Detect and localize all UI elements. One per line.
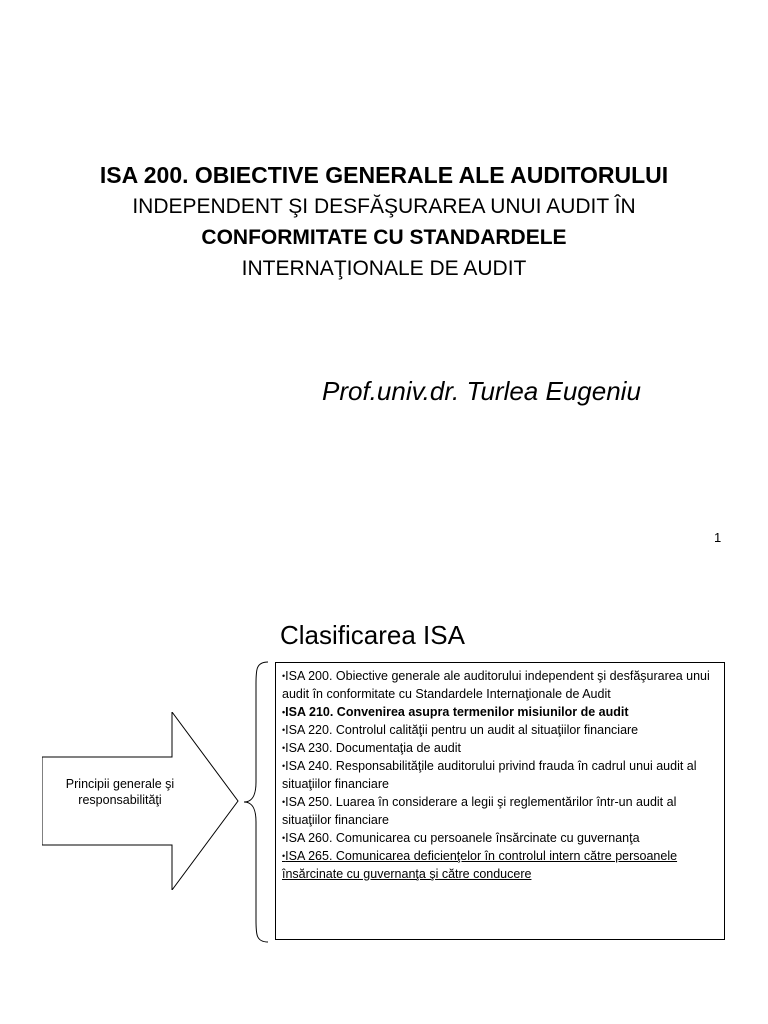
item-text: ISA 200. Obiective generale ale auditorului independent şi desfăşurarea unui audit în conformitate cu Standardele Internaţionale de Audit (282, 669, 710, 701)
item-text: ISA 230. Documentaţia de audit (285, 741, 461, 755)
bullet-icon: • (282, 743, 286, 753)
item-text: ISA 265. Comunicarea deficienţelor în controlul intern către persoanele însărcinate cu guvernanţa şi către conducere (282, 849, 678, 881)
title-line-2: INDEPENDENT ŞI DESFĂŞURAREA UNUI AUDIT ÎN (132, 195, 636, 218)
bullet-icon: • (282, 707, 286, 717)
section-title: Clasificarea ISA (280, 620, 465, 650)
list-item (282, 847, 718, 883)
item-text: ISA 220. Controlul calităţii pentru un audit al situaţiilor financiare (285, 723, 639, 737)
slide-title (40, 160, 728, 284)
item-text: ISA 240. Responsabilităţile auditorului privind frauda în cadrul unui audit al situaţiilor financiare (282, 759, 697, 791)
list-item (282, 721, 718, 739)
bullet-icon: • (282, 797, 286, 807)
list-item (282, 703, 718, 721)
item-text: ISA 210. Convenirea asupra termenilor misiunilor de audit (285, 705, 629, 719)
arrow-label: Principii generale şi responsabilităţi (65, 777, 175, 807)
author-name: Prof.univ.dr. Turlea Eugeniu (322, 376, 641, 406)
left-brace-icon (244, 660, 270, 944)
title-line-4: INTERNAŢIONALE DE AUDIT (241, 257, 527, 280)
bullet-icon: • (282, 833, 286, 843)
item-text: ISA 250. Luarea în considerare a legii şi reglementărilor într-un audit al situaţiilor financiare (282, 795, 677, 827)
list-item (282, 829, 718, 847)
bullet-icon: • (282, 725, 286, 735)
isa-list (275, 662, 725, 940)
list-item (282, 739, 718, 757)
list-item (282, 793, 718, 829)
list-item (282, 757, 718, 793)
bullet-icon: • (282, 671, 286, 681)
bullet-icon: • (282, 851, 286, 861)
arrow-shape (42, 712, 240, 890)
item-text: ISA 260. Comunicarea cu persoanele însărcinate cu guvernanţa (285, 831, 640, 845)
title-line-1: ISA 200. OBIECTIVE GENERALE ALE AUDITORULUI (99, 162, 669, 188)
bullet-icon: • (282, 761, 286, 771)
list-item (282, 667, 718, 703)
page-number: 1 (714, 530, 722, 545)
title-line-3: CONFORMITATE CU STANDARDELE (201, 226, 567, 249)
